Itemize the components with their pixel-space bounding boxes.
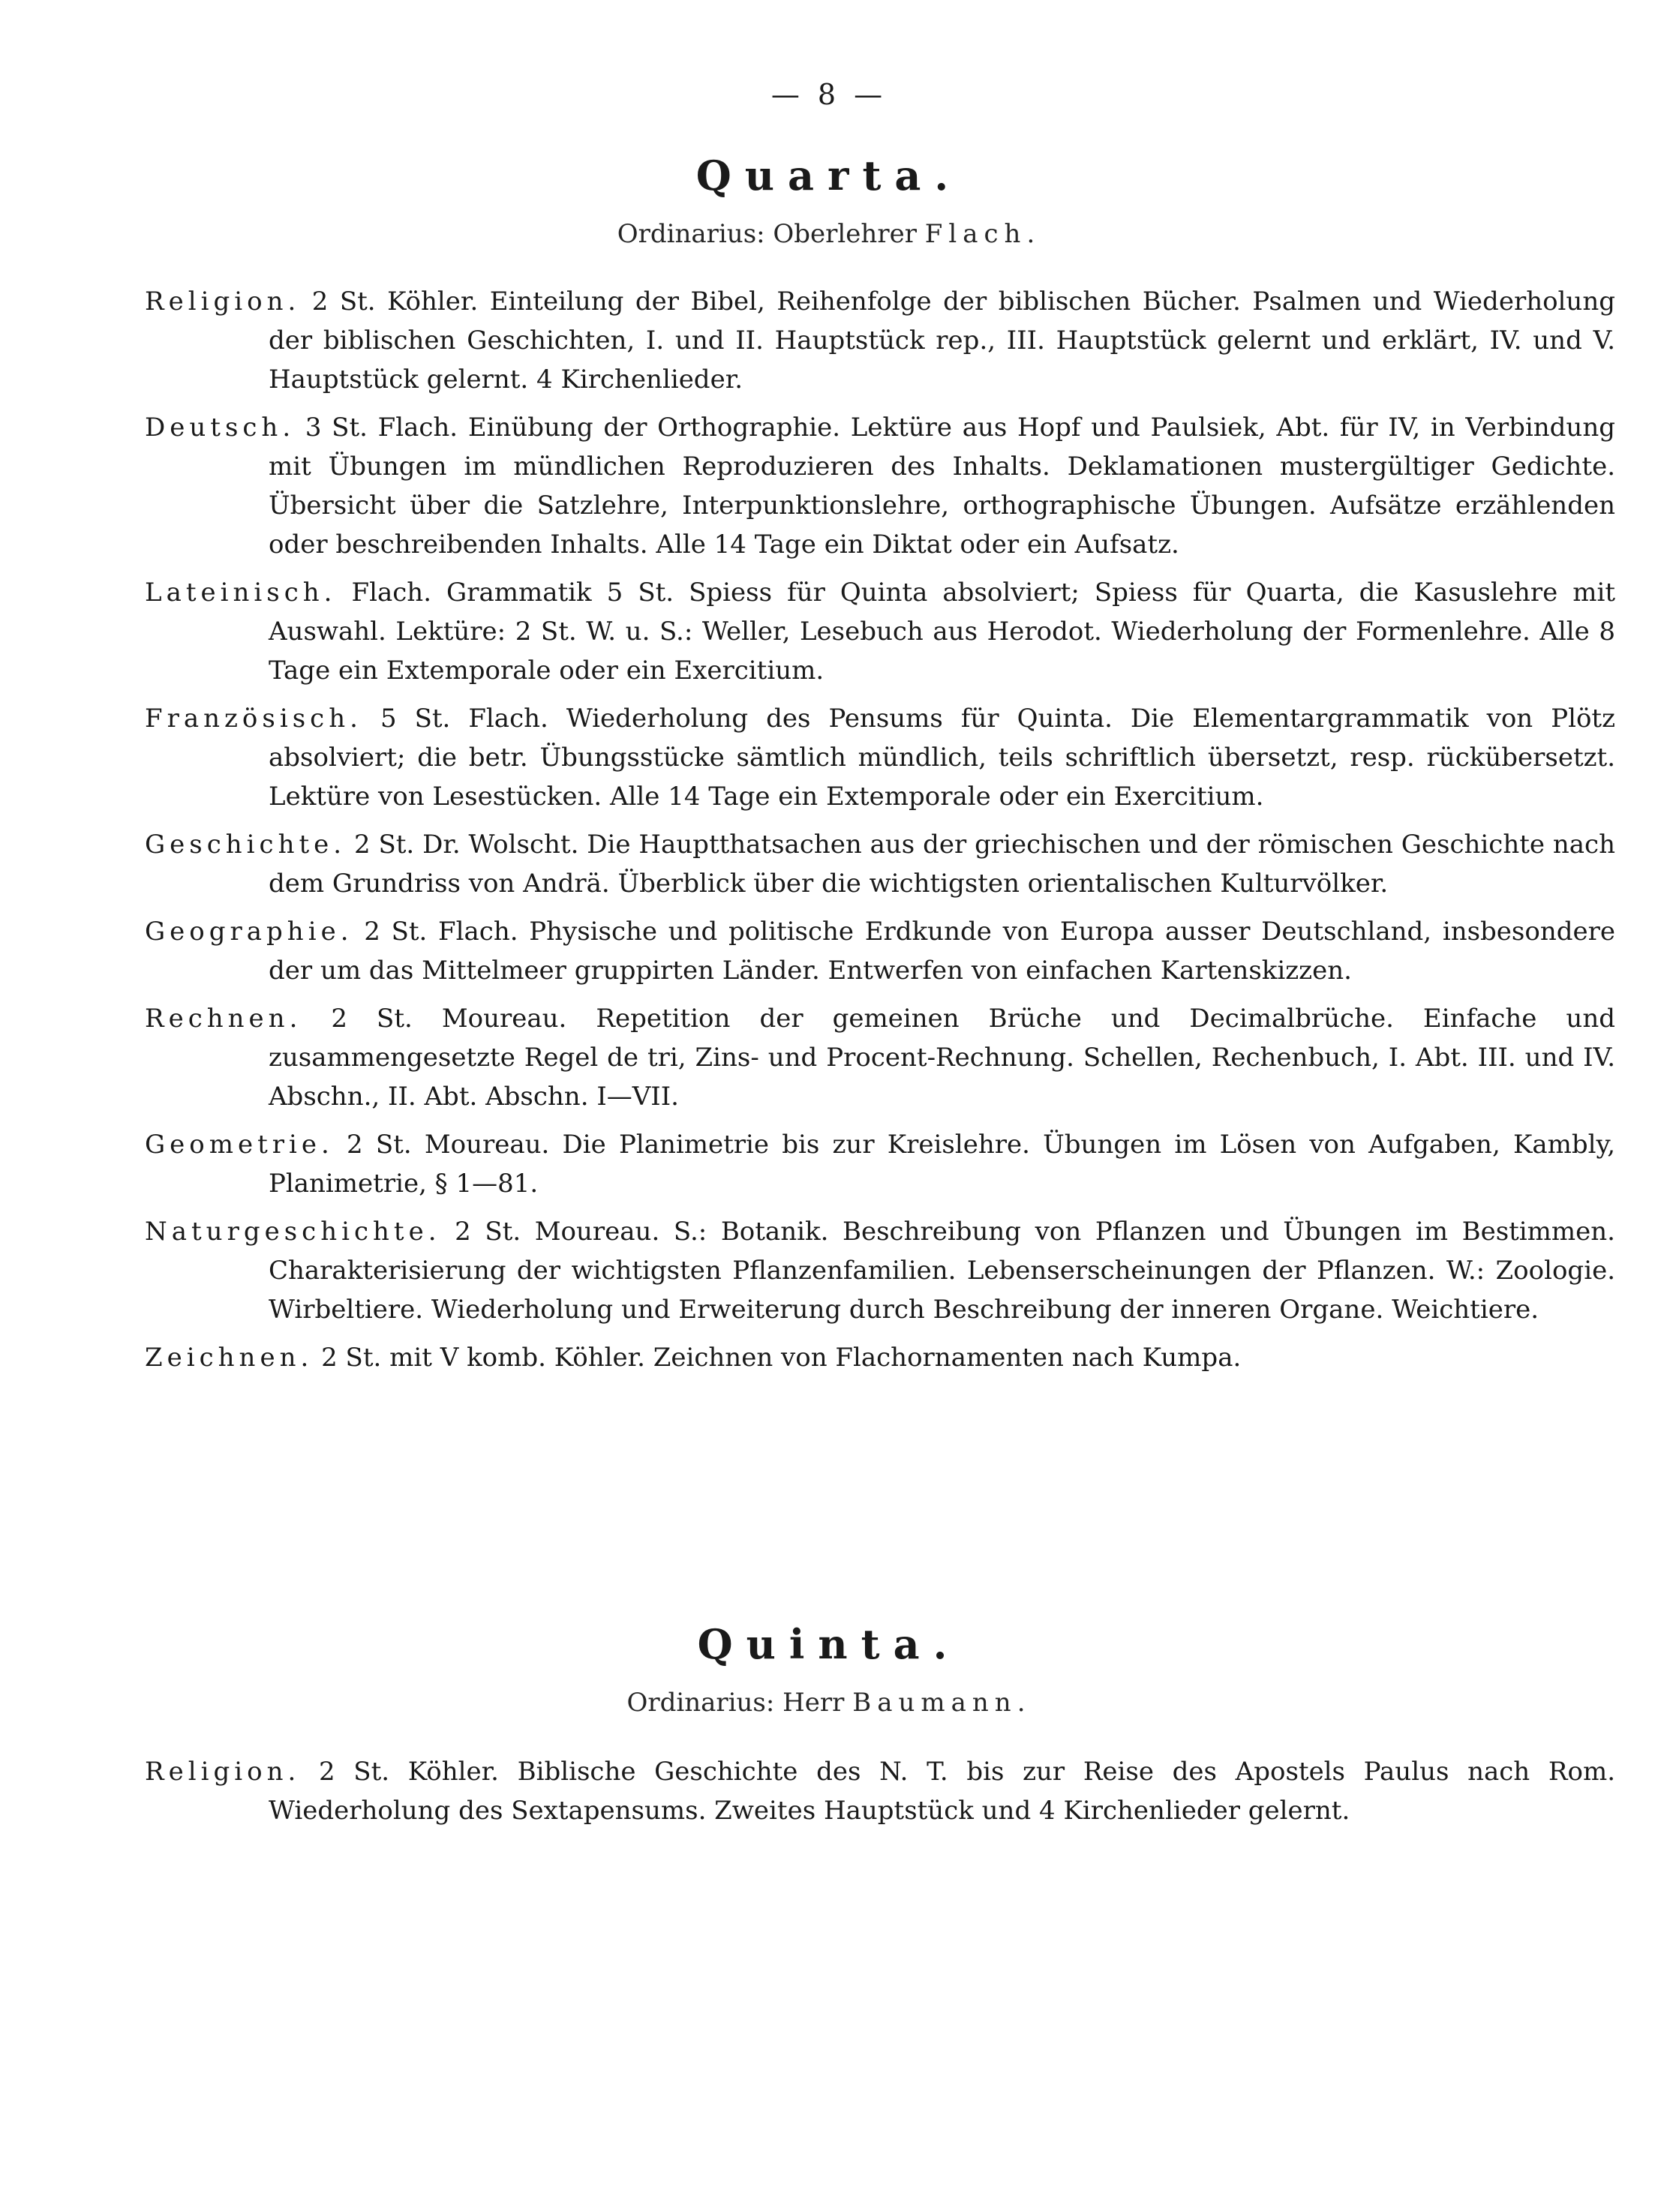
entry-text: 2 St. Flach. Physische und politische Erdkunde von Europa ausser Deutschland, insbesondere der um das Mittelmeer gruppirten Länder. Entwerfen von einfachen Kartenskizzen. — [269, 917, 1615, 986]
ordinarius-label: Ordinarius: — [617, 219, 765, 249]
quarta-entries — [145, 282, 1615, 1386]
entry-text: 2 St. Moureau. S.: Botanik. Beschreibung von Pflanzen und Übungen im Bestimmen. Charakterisierung der wichtigsten Pflanzenfamilien. Lebenserscheinungen der Pflanzen. W.: Zoologie. Wirbeltiere. Wiederholung und Erweiterung durch Beschreibung der inneren Organe. Weichtiere. — [269, 1217, 1615, 1325]
entry-subject: Geographie. — [145, 917, 353, 947]
entry-subject: Rechnen. — [145, 1004, 302, 1034]
entry-subject: Lateinisch. — [145, 578, 337, 608]
entry-text: Flach. Grammatik 5 St. Spiess für Quinta absolviert; Spiess für Quarta, die Kasuslehre mit Auswahl. Lektüre: 2 St. W. u. S.: Weller, Lesebuch aus Herodot. Wiederholung der Formenlehre. Alle 8 Tage ein Extemporale oder ein Exercitium. — [269, 578, 1616, 686]
entry-text: 2 St. Köhler. Biblische Geschichte des N. T. bis zur Reise des Apostels Paulus nach Rom. Wiederholung des Sextapensums. Zweites Hauptstück und 4 Kirchenlieder gelernt. — [269, 1757, 1615, 1826]
entry-text: 2 St. Köhler. Einteilung der Bibel, Reihenfolge der biblischen Bücher. Psalmen und Wiederholung der biblischen Geschichten, I. und II. Hauptstück rep., III. Hauptstück gelernt und erklärt, IV. und V. Hauptstück gelernt. 4 Kirchenlieder. — [269, 287, 1615, 395]
entry-subject: Zeichnen. — [145, 1343, 314, 1373]
entry-subject: Religion. — [145, 1757, 301, 1787]
entry-deutsch — [145, 408, 1615, 564]
entry-text: 2 St. Dr. Wolscht. Die Hauptthatsachen aus der griechischen und der römischen Geschichte nach dem Grundriss von Andrä. Überblick über die wichtigsten orientalischen Kulturvölker. — [269, 830, 1616, 899]
entry-geometrie — [145, 1125, 1615, 1203]
section-title-quinta: Quinta. — [697, 1620, 961, 1668]
entry-franzoesisch — [145, 699, 1615, 816]
entry-rechnen — [145, 999, 1615, 1116]
entry-naturgeschichte — [145, 1212, 1615, 1329]
entry-lateinisch — [145, 573, 1615, 690]
entry-text: 3 St. Flach. Einübung der Orthographie. Lektüre aus Hopf und Paulsiek, Abt. für IV, in Verbindung mit Übungen im mündlichen Reproduzieren des Inhalts. Deklamationen mustergültiger Gedichte. Übersicht über die Satzlehre, Interpunktionslehre, orthographische Übungen. Aufsätze erzählenden oder beschreibenden Inhalts. Alle 14 Tage ein Diktat oder ein Aufsatz. — [269, 413, 1615, 560]
entry-religion — [145, 1752, 1615, 1830]
entry-geographie — [145, 912, 1615, 990]
entry-subject: Französisch. — [145, 704, 362, 734]
entry-subject: Geometrie. — [145, 1130, 334, 1160]
entry-geschichte — [145, 825, 1615, 903]
entry-text: 2 St. Moureau. Die Planimetrie bis zur Kreislehre. Übungen im Lösen von Aufgaben, Kambly, Planimetrie, § 1—81. — [269, 1130, 1616, 1199]
entry-text: 5 St. Flach. Wiederholung des Pensums für Quinta. Die Elementargrammatik von Plötz absolviert; die betr. Übungsstücke sämtlich mündlich, teils schriftlich übersetzt, resp. rückübersetzt. Lektüre von Lesestücken. Alle 14 Tage ein Extemporale oder ein Exercitium. — [269, 704, 1615, 812]
entry-subject: Religion. — [145, 287, 301, 317]
ordinarius-name: Flach. — [924, 219, 1041, 249]
entry-subject: Deutsch. — [145, 413, 296, 443]
ordinarius-name: Baumann. — [852, 1688, 1032, 1718]
page-number: — 8 — — [770, 78, 888, 111]
entry-text: 2 St. Moureau. Repetition der gemeinen Brüche und Decimalbrüche. Einfache und zusammengesetzte Regel de tri, Zins- und Procent-Rechnung. Schellen, Rechenbuch, I. Abt. III. und IV. Abschn., II. Abt. Abschn. I—VII. — [269, 1004, 1615, 1112]
ordinarius-title: Herr — [782, 1688, 845, 1718]
section-title-quarta: Quarta. — [695, 152, 963, 200]
ordinarius-title: Oberlehrer — [773, 219, 917, 249]
ordinarius-label: Ordinarius: — [626, 1688, 775, 1718]
ordinarius-quinta — [0, 1688, 1658, 1718]
quinta-entries — [145, 1752, 1615, 1839]
entry-religion — [145, 282, 1615, 399]
ordinarius-quarta — [0, 219, 1658, 249]
entry-subject: Naturgeschichte. — [145, 1217, 441, 1247]
entry-text: 2 St. mit V komb. Köhler. Zeichnen von Flachornamenten nach Kumpa. — [321, 1343, 1242, 1373]
entry-subject: Geschichte. — [145, 830, 347, 860]
entry-zeichnen — [145, 1338, 1615, 1377]
